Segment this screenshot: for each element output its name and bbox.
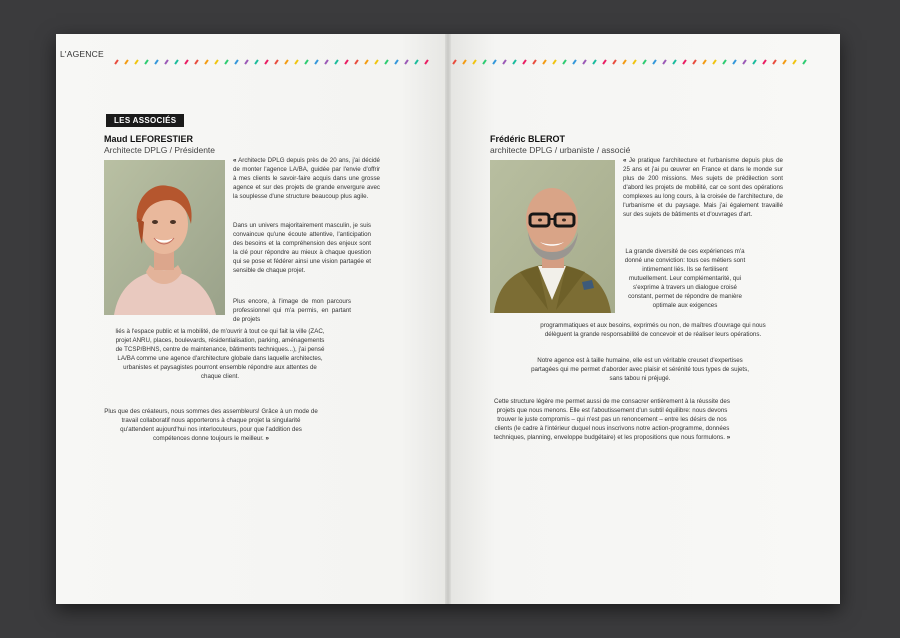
color-dash xyxy=(802,59,807,64)
color-dash xyxy=(502,59,507,64)
color-dash xyxy=(472,59,477,64)
color-dash xyxy=(224,59,229,64)
color-dash xyxy=(792,59,797,64)
color-dash xyxy=(722,59,727,64)
bio-paragraph-4 xyxy=(104,407,318,443)
color-dash xyxy=(742,59,747,64)
bio-paragraph-2: Dans un univers majoritairement masculin, je suis convaincue qu'une écoute attentive, l'anticipation des besoins et la compréhension des enjeux sont la clé pour répondre au mieux à chaque question qui se pose et fédérer ainsi une vision partagée et sensible de chaque projet. xyxy=(233,222,371,274)
color-dash xyxy=(672,59,677,64)
color-dash xyxy=(114,59,119,64)
color-dash xyxy=(452,59,457,64)
color-dash xyxy=(592,59,597,64)
bio-paragraph-4 xyxy=(490,397,734,442)
color-dash xyxy=(702,59,707,64)
color-dash xyxy=(682,59,687,64)
color-dash xyxy=(712,59,717,64)
color-dash xyxy=(274,59,279,64)
bio-text-1: Je pratique l'architecture et l'urbanisme depuis plus de 25 ans et j'ai pu œuvrer en France et dans le monde sur plus de 200 missions. Mes sujets de prédilection sont d'abord les projets de mobilité, car ce sont des opérations complexes au long cours, à la croisée de l'architecture, de l'urbanisme et du paysage. Mais j'ai également travaillé sur des sujets de bâtiments et d'ouvrages d'art. xyxy=(623,157,783,218)
partner-name: Maud LEFORESTIER xyxy=(104,134,194,144)
color-dash-rule-left xyxy=(114,53,448,57)
color-dash xyxy=(134,59,139,64)
color-dash xyxy=(254,59,259,64)
color-dash xyxy=(124,59,129,64)
bio-paragraph-1 xyxy=(623,156,783,219)
color-dash xyxy=(364,59,369,64)
color-dash xyxy=(294,59,299,64)
color-dash xyxy=(324,59,329,64)
quote-close: » xyxy=(265,435,269,442)
color-dash xyxy=(214,59,219,64)
portrait-photo-maud xyxy=(104,160,225,315)
color-dash-rule-right xyxy=(452,53,822,57)
color-dash xyxy=(542,59,547,64)
color-dash xyxy=(284,59,289,64)
color-dash xyxy=(154,59,159,64)
color-dash xyxy=(404,59,409,64)
color-dash xyxy=(144,59,149,64)
color-dash xyxy=(244,59,249,64)
bio-text-1: Architecte DPLG depuis près de 20 ans, j'ai décidé de monter l'agence LA/BA, guidée par l'envie d'offrir à mes clients le savoir-faire acquis dans une grosse agence et sur des projets de grande envergure avec la souplesse d'une structure beaucoup plus agile. xyxy=(233,157,380,200)
color-dash xyxy=(762,59,767,64)
color-dash xyxy=(194,59,199,64)
color-dash xyxy=(482,59,487,64)
quote-close: » xyxy=(726,434,731,441)
color-dash xyxy=(334,59,339,64)
color-dash xyxy=(424,59,429,64)
color-dash xyxy=(304,59,309,64)
partner-role: architecte DPLG / urbaniste / associé xyxy=(490,145,631,155)
color-dash xyxy=(492,59,497,64)
brochure-spread xyxy=(56,34,840,604)
bio-paragraph-1 xyxy=(233,156,380,201)
color-dash xyxy=(652,59,657,64)
left-page xyxy=(56,34,448,604)
color-dash xyxy=(314,59,319,64)
color-dash xyxy=(622,59,627,64)
color-dash xyxy=(532,59,537,64)
quote-open: « xyxy=(623,157,627,164)
color-dash xyxy=(384,59,389,64)
color-dash xyxy=(394,59,399,64)
partner-name: Frédéric BLEROT xyxy=(490,134,566,144)
color-dash xyxy=(164,59,169,64)
section-tag: LES ASSOCIÉS xyxy=(106,114,184,127)
bio-paragraph-2a: La grande diversité de ces expériences m'a donné une conviction: tous ces métiers sont intimement liés. Ils se fertilisent mutuellement. Leur complémentarité, qui s'exprime à travers un dialogue croisé constant, permet de répondre de manière optimale aux exigences xyxy=(624,248,746,309)
color-dash xyxy=(552,59,557,64)
portrait-photo-frederic xyxy=(490,160,615,313)
color-dash xyxy=(512,59,517,64)
color-dash xyxy=(414,59,419,64)
color-dash xyxy=(602,59,607,64)
bio-paragraph-3: Notre agence est à taille humaine, elle est un véritable creuset d'expertises partagées qui me permet d'aborder avec plaisir et sérénité tous types de sujets, sans tabou ni préjugé. xyxy=(531,357,749,382)
color-dash xyxy=(612,59,617,64)
bio-paragraph-2b: programmatiques et aux besoins, exprimés ou non, de maîtres d'ouvrage qui nous délèguent la grande responsabilité de concevoir et de réaliser leurs opérations. xyxy=(540,322,766,338)
bio-paragraph-3a: Plus encore, à l'image de mon parcours professionnel qui m'a permis, en partant de projets xyxy=(233,298,351,323)
color-dash xyxy=(234,59,239,64)
spine-fold xyxy=(445,34,451,604)
right-page xyxy=(448,34,840,604)
color-dash xyxy=(462,59,467,64)
color-dash xyxy=(752,59,757,64)
color-dash xyxy=(204,59,209,64)
color-dash xyxy=(374,59,379,64)
color-dash xyxy=(354,59,359,64)
quote-open: « xyxy=(233,157,237,164)
color-dash xyxy=(344,59,349,64)
bio-paragraph-3b: liés à l'espace public et la mobilité, de m'ouvrir à tout ce qui fait la ville (ZAC, projet ANRU, places, boulevards, résidentialisation, parking, aménagements de TCSP/BHNS, centre de maintenance, bâtiments techniques...), j'ai pensé LA/BA comme une agence d'architecture globale dans laquelle architectes, urbanistes et paysagistes pourront ensemble répondre aux attentes de chaque client. xyxy=(115,328,325,380)
bio-text-4: Cette structure légère me permet aussi de me consacrer entièrement à la réussite des projets que nous menons. Elle est l'aboutissement d'un subtil équilibre: nous devons trouver le juste compromis – qui n'est pas un renoncement – entre les désirs de nos clients (le cadre à l'intérieur duquel nous inscrivons notre action-programme, données techniques, planning, enveloppe budgétaire) et les propositions que nous formulons. xyxy=(493,398,730,441)
color-dash xyxy=(782,59,787,64)
color-dash xyxy=(562,59,567,64)
running-head: L'AGENCE xyxy=(60,49,104,59)
color-dash xyxy=(772,59,777,64)
color-dash xyxy=(184,59,189,64)
color-dash xyxy=(522,59,527,64)
color-dash xyxy=(662,59,667,64)
color-dash xyxy=(632,59,637,64)
color-dash xyxy=(732,59,737,64)
color-dash xyxy=(692,59,697,64)
color-dash xyxy=(642,59,647,64)
bio-text-4: Plus que des créateurs, nous sommes des assembleurs! Grâce à un mode de travail collaboratif nous apporterons à chaque projet la singularité qu'attendent aujourd'hui nos interlocuteurs, pour que l'addition des compétences donne toujours le meilleur. xyxy=(104,408,318,442)
color-dash xyxy=(174,59,179,64)
color-dash xyxy=(572,59,577,64)
partner-role: Architecte DPLG / Présidente xyxy=(104,145,216,155)
color-dash xyxy=(264,59,269,64)
color-dash xyxy=(582,59,587,64)
